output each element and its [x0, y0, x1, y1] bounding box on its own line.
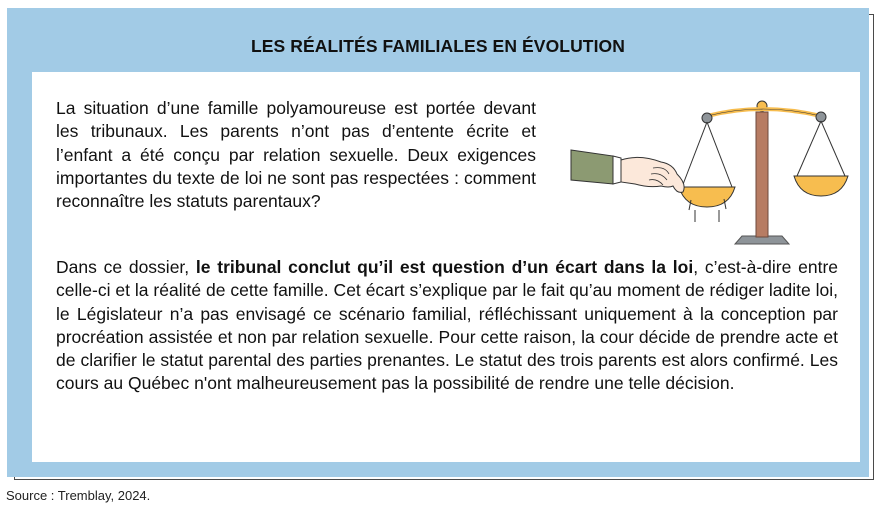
info-panel — [7, 8, 869, 477]
balance-scale-hand-icon — [569, 92, 851, 247]
main-paragraph — [56, 256, 838, 396]
main-paragraph-rest: , c’est-à-dire entre celle-ci et la réalité de cette famille. Cet écart s’explique par le fait qu’au moment de rédiger ladite loi, le Législateur n’a pas envisagé ce scénario familial, réfléchissant uniquement à la conception par procréation assistée et non par relation sexuelle. Pour cette raison, la cour décide de prendre acte et de clarifier le statut parental des parties prenantes. Le statut des trois parents est alors confirmé. Les cours au Québec n'ont malheureusement pas la possibilité de rendre une telle décision. — [56, 257, 839, 394]
main-paragraph-highlight: le tribunal conclut qu’il est question d’un écart dans la loi — [195, 257, 694, 277]
source-caption: Source : Tremblay, 2024. — [6, 488, 151, 503]
intro-paragraph: La situation d’une famille polyamoureuse est portée devant les tribunaux. Les parents n’ont pas d’entente écrite et l’enfant a été conçu par relation sexuelle. Deux exigences importantes du texte de loi ne sont pas respectées : comment reconnaître les statuts parentaux? — [56, 98, 536, 212]
main-paragraph-intro: Dans ce dossier, — [56, 257, 196, 277]
panel-title: LES RÉALITÉS FAMILIALES EN ÉVOLUTION — [250, 36, 626, 56]
content-card — [32, 72, 860, 462]
